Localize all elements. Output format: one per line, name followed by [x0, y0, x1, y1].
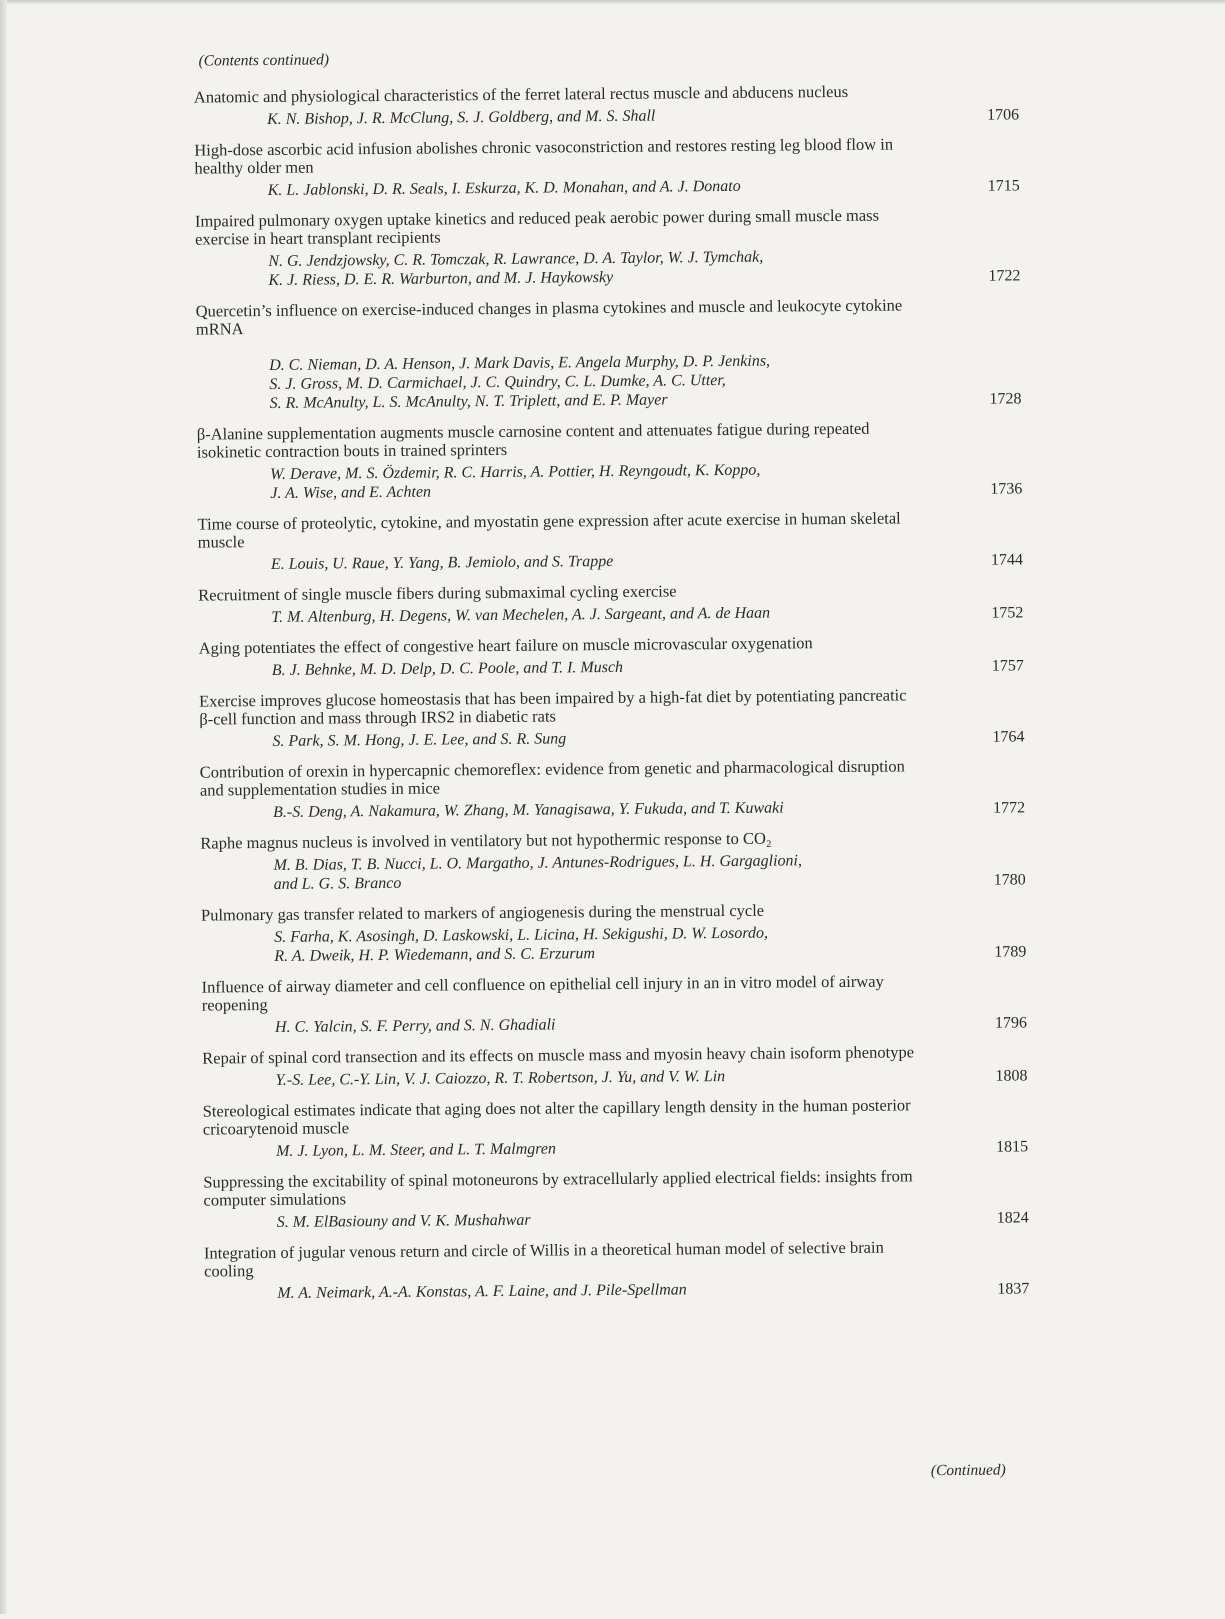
toc-entry — [198, 508, 1023, 574]
toc-entry — [197, 418, 1023, 503]
article-title: β-Alanine supplementation augments muscle carnosine content and attenuates fatigue during repeated isokinetic contraction bouts in trained sprinters — [196, 418, 870, 462]
article-title: Stereological estimates indicate that aging does not alter the capillary length density in the human posterior cricoarytenoid muscle — [202, 1095, 911, 1139]
page-number: 1824 — [996, 1209, 1029, 1227]
toc-entry — [194, 134, 1019, 200]
author-line: W. Derave, M. S. Özdemir, R. C. Harris, A. Pottier, H. Reyngoudt, K. Koppo, — [270, 461, 761, 483]
author-line: S. M. ElBasiouny and V. K. Mushahwar — [276, 1211, 531, 1231]
article-title: Influence of airway diameter and cell confluence on epithelial cell injury in an in vitro model of airway reopening — [201, 971, 884, 1015]
article-title: Anatomic and physiological characteristics of the ferret lateral rectus muscle and abducens nucleus — [193, 81, 849, 107]
article-authors — [195, 246, 908, 290]
article-authors — [197, 459, 910, 503]
article-authors — [194, 104, 907, 129]
article-authors — [198, 602, 911, 627]
author-line: R. A. Dweik, H. P. Wiedemann, and S. C. Erzurum — [274, 945, 596, 965]
author-line: D. C. Nieman, D. A. Henson, J. Mark Davis, E. Angela Murphy, D. P. Jenkins, — [269, 352, 771, 374]
author-line: B. J. Behnke, M. D. Delp, D. C. Poole, and T. I. Musch — [271, 658, 624, 679]
page-number: 1796 — [994, 1014, 1028, 1032]
page-number: 1736 — [990, 480, 1023, 498]
author-line: and L. G. S. Branco — [273, 874, 402, 893]
article-authors — [196, 350, 909, 413]
author-line: S. Farha, K. Asosingh, D. Laskowski, L. Licina, H. Sekigushi, D. W. Losordo, — [274, 924, 769, 946]
author-line: J. A. Wise, and E. Achten — [270, 483, 432, 502]
article-title: Integration of jugular venous return and circle of Willis in a theoretical human model of selective brain cooling — [203, 1237, 884, 1281]
article-authors — [204, 1278, 917, 1303]
article-authors — [199, 726, 912, 751]
article-authors — [195, 175, 908, 200]
author-line: M. A. Neimark, A.-A. Konstas, A. F. Laine, and J. Pile-Spellman — [277, 1281, 687, 1302]
article-title: Quercetin’s influence on exercise-induced changes in plasma cytokines and muscle and leukocyte cytokine mRNA — [195, 295, 903, 339]
article-title: Repair of spinal cord transection and its effects on muscle mass and myosin heavy chain isoform phenotype — [202, 1042, 915, 1068]
article-authors — [204, 1207, 917, 1232]
toc-entry — [200, 756, 1025, 822]
page-number: 1722 — [988, 267, 1021, 285]
toc-entry — [195, 205, 1021, 290]
page-number: 1772 — [993, 799, 1026, 817]
toc-entry — [202, 1042, 1027, 1090]
author-line: Y.-S. Lee, C.-Y. Lin, V. J. Caiozzo, R. T. Robertson, J. Yu, and V. W. Lin — [275, 1068, 726, 1089]
author-line: S. Park, S. M. Hong, J. E. Lee, and S. R. Sung — [272, 730, 567, 750]
continued-note: (Continued) — [930, 1461, 1006, 1480]
article-title: Pulmonary gas transfer related to markers of angiogenesis during the menstrual cycle — [200, 900, 765, 925]
article-authors — [198, 549, 911, 574]
page-number: 1752 — [991, 604, 1024, 622]
contents-continued-note: (Contents continued) — [198, 51, 330, 70]
page-number: 1744 — [990, 551, 1023, 569]
page-number: 1789 — [994, 943, 1027, 961]
author-line: K. L. Jablonski, D. R. Seals, I. Eskurza, K. D. Monahan, and A. J. Donato — [267, 177, 741, 199]
article-title: Exercise improves glucose homeostasis that has been impaired by a high-fat diet by potentiating pancreatic β-cell function and mass through IRS2 in diabetic rats — [199, 685, 907, 729]
author-line: S. R. McAnulty, L. S. McAnulty, N. T. Triplett, and E. P. Mayer — [269, 391, 668, 412]
page-number: 1757 — [991, 657, 1024, 675]
article-authors — [202, 1012, 915, 1037]
article-authors — [202, 1065, 915, 1090]
article-authors — [200, 850, 913, 894]
author-line: M. B. Dias, T. B. Nucci, L. O. Margatho, J. Antunes-Rodrigues, L. H. Gargaglioni, — [273, 852, 803, 874]
author-line: M. J. Lyon, L. M. Steer, and L. T. Malmgren — [275, 1140, 557, 1160]
page-number: 1715 — [987, 177, 1020, 195]
author-line: K. N. Bishop, J. R. McClung, S. J. Goldberg, and M. S. Shall — [266, 107, 656, 128]
toc-entry — [201, 899, 1026, 966]
article-title: Aging potentiates the effect of congestive heart failure on muscle microvascular oxygenation — [198, 633, 813, 658]
author-line: S. J. Gross, M. D. Carmichael, J. C. Quindry, C. L. Dumke, A. C. Utter, — [269, 371, 726, 393]
page-number: 1728 — [989, 390, 1022, 408]
page-number: 1706 — [986, 106, 1020, 124]
page-number: 1780 — [993, 871, 1026, 889]
toc-entry — [196, 295, 1022, 413]
article-title: Suppressing the excitability of spinal motoneurons by extracellularly applied electrical fields: insights from computer simulations — [203, 1166, 913, 1210]
toc-entry — [202, 971, 1027, 1037]
toc-entry — [200, 827, 1025, 894]
article-title: Contribution of orexin in hypercapnic chemoreflex: evidence from genetic and pharmacological disruption and supplementation studies in mice — [199, 756, 905, 800]
article-title: Time course of proteolytic, cytokine, and myostatin gene expression after acute exercise in human skeletal muscle — [197, 508, 901, 552]
author-line: K. J. Riess, D. E. R. Warburton, and M. J. Haykowsky — [268, 268, 614, 289]
page-number: 1815 — [995, 1138, 1029, 1156]
toc-entry — [194, 81, 1019, 129]
article-title: Recruitment of single muscle fibers during submaximal cycling exercise — [198, 581, 677, 605]
article-authors — [203, 1136, 916, 1161]
author-line: N. G. Jendzjowsky, C. R. Tomczak, R. Lawrance, D. A. Taylor, W. J. Tymchak, — [268, 248, 764, 270]
article-title: High-dose ascorbic acid infusion abolishes chronic vasoconstriction and restores resting leg blood flow in healthy older men — [194, 134, 894, 178]
toc-entry — [198, 579, 1023, 627]
article-title: Impaired pulmonary oxygen uptake kinetics and reduced peak aerobic power during small muscle mass exercise in heart transplant recipients — [194, 205, 880, 249]
toc-entry — [199, 632, 1024, 680]
table-of-contents — [194, 81, 1030, 1315]
article-title: Raphe magnus nucleus is involved in ventilatory but not hypothermic response to CO₂ — [200, 828, 772, 853]
toc-entry — [204, 1237, 1029, 1303]
author-line: T. M. Altenburg, H. Degens, W. van Mechelen, A. J. Sargeant, and A. de Haan — [271, 604, 771, 626]
article-authors — [200, 797, 913, 822]
toc-entry — [203, 1095, 1028, 1161]
author-line: E. Louis, U. Raue, Y. Yang, B. Jemiolo, and S. Trappe — [270, 552, 614, 573]
author-line: H. C. Yalcin, S. F. Perry, and S. N. Ghadiali — [274, 1016, 556, 1036]
article-authors — [201, 922, 914, 966]
toc-entry — [199, 685, 1024, 751]
page-number: 1837 — [997, 1280, 1030, 1298]
author-line: B.-S. Deng, A. Nakamura, W. Zhang, M. Yanagisawa, Y. Fukuda, and T. Kuwaki — [273, 799, 784, 821]
toc-entry — [203, 1166, 1028, 1232]
article-authors — [199, 655, 912, 680]
page-number: 1808 — [995, 1067, 1028, 1085]
page-number: 1764 — [992, 728, 1025, 746]
